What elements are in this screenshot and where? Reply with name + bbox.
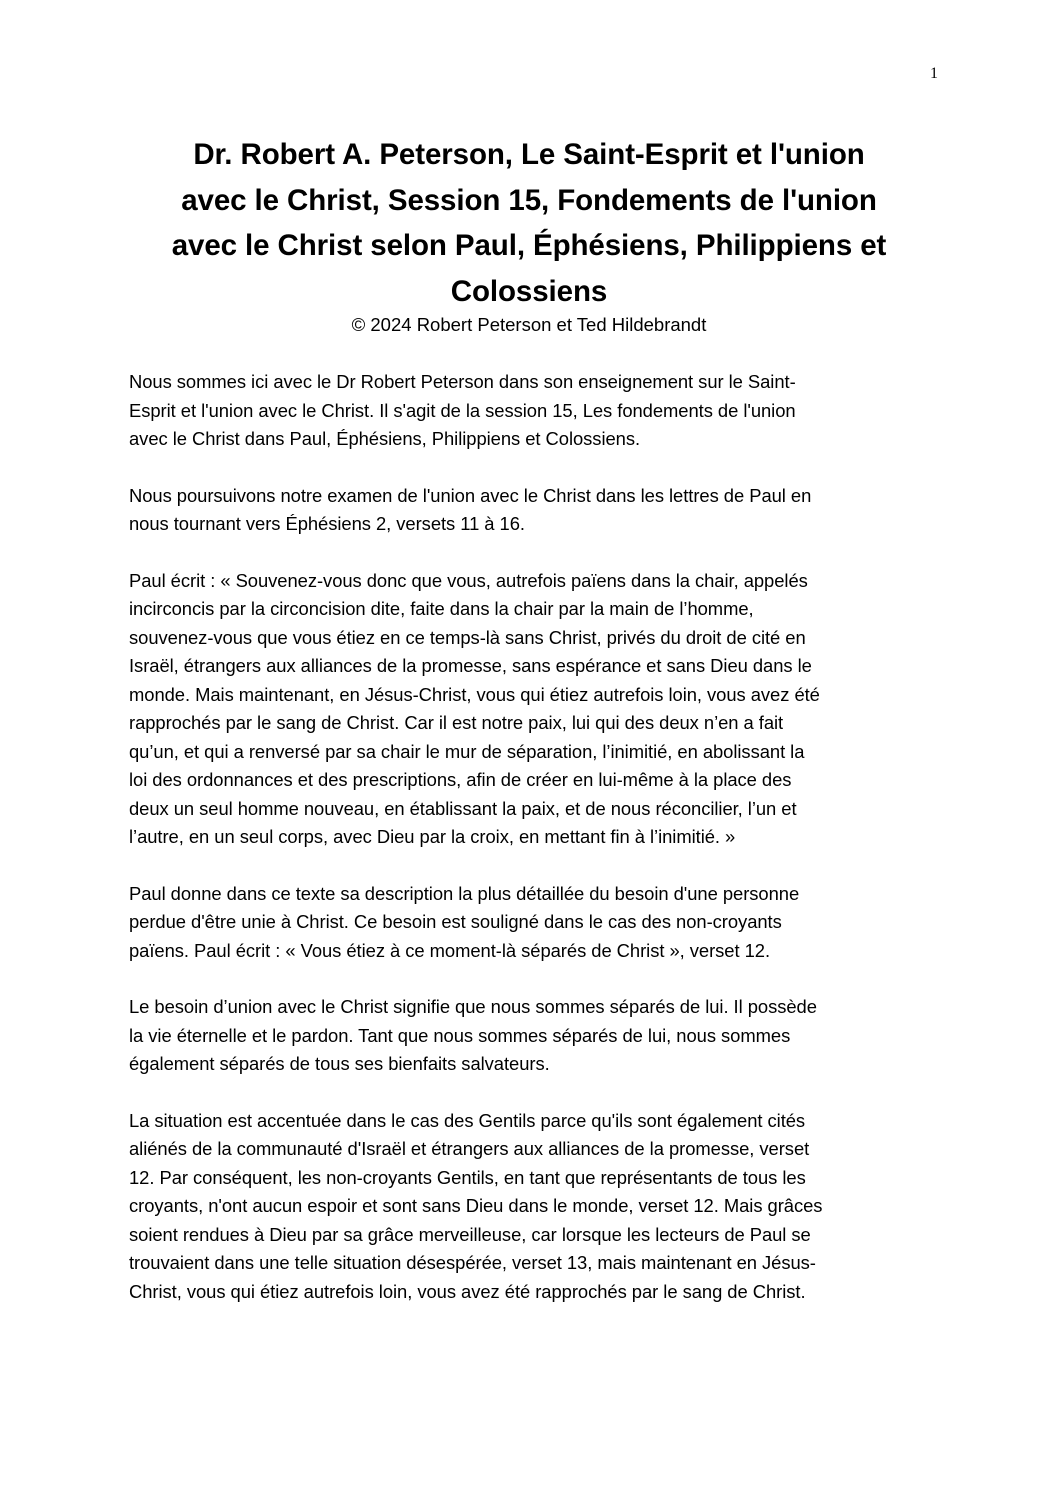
- paragraph-scripture-quote: [129, 567, 924, 852]
- paragraph-continuation: [129, 482, 924, 539]
- text-line: incirconcis par la circoncision dite, faite dans la chair par la main de l’homme,: [129, 598, 754, 619]
- paragraph-need-description: [129, 880, 924, 966]
- text-line: loi des ordonnances et des prescriptions, afin de créer en lui-même à la place des: [129, 769, 792, 790]
- paragraph-gentiles: [129, 1107, 924, 1307]
- title-line: avec le Christ selon Paul, Éphésiens, Philippiens et: [171, 229, 887, 262]
- text-line: la vie éternelle et le pardon. Tant que nous sommes séparés de lui, nous sommes: [129, 1024, 791, 1046]
- text-line: Paul écrit : « Souvenez-vous donc que vous, autrefois païens dans la chair, appelés: [129, 569, 808, 591]
- text-line: deux un seul homme nouveau, en établissant la paix, et de nous réconcilier, l’un et: [129, 797, 797, 819]
- text-line: Esprit et l'union avec le Christ. Il s'agit de la session 15, Les fondements de l'union: [129, 399, 796, 421]
- copyright-notice: © 2024 Robert Peterson et Ted Hildebrandt: [351, 314, 707, 335]
- title-line: avec le Christ, Session 15, Fondements de l'union: [181, 183, 877, 217]
- text-line: nous tournant vers Éphésiens 2, versets 11 à 16.: [129, 513, 525, 534]
- text-line: trouvaient dans une telle situation désespérée, verset 13, mais maintenant en Jésus-: [129, 1252, 816, 1273]
- text-line: aliénés de la communauté d'Israël et étrangers aux alliances de la promesse, verset: [129, 1138, 810, 1159]
- text-line: perdue d'être unie à Christ. Ce besoin est souligné dans le cas des non-croyants: [129, 911, 782, 932]
- text-line: Nous sommes ici avec le Dr Robert Peterson dans son enseignement sur le Saint-: [129, 371, 796, 392]
- text-line: 12. Par conséquent, les non-croyants Gentils, en tant que représentants de tous les: [129, 1166, 806, 1188]
- title-line: Dr. Robert A. Peterson, Le Saint-Esprit et l'union: [193, 138, 865, 171]
- text-line: Nous poursuivons notre examen de l'union avec le Christ dans les lettres de Paul en: [129, 484, 812, 506]
- paragraph-separation: [129, 993, 924, 1079]
- paragraph-introduction: [129, 368, 924, 454]
- text-line: avec le Christ dans Paul, Éphésiens, Philippiens et Colossiens.: [129, 428, 641, 449]
- title-line: Colossiens: [450, 274, 608, 308]
- text-line: Le besoin d’union avec le Christ signifie que nous sommes séparés de lui. Il possède: [129, 996, 817, 1017]
- page-number: 1: [930, 65, 938, 82]
- text-line: l’autre, en un seul corps, avec Dieu par la croix, en mettant fin à l’inimitié. »: [129, 826, 736, 847]
- text-line: croyants, n'ont aucun espoir et sont sans Dieu dans le monde, verset 12. Mais grâces: [129, 1195, 823, 1216]
- text-line: soient rendues à Dieu par sa grâce merveilleuse, car lorsque les lecteurs de Paul se: [129, 1223, 811, 1245]
- text-line: La situation est accentuée dans le cas des Gentils parce qu'ils sont également cités: [129, 1109, 806, 1131]
- text-line: souvenez-vous que vous étiez en ce temps-là sans Christ, privés du droit de cité en: [129, 626, 806, 648]
- document-title: [122, 132, 936, 314]
- text-line: Israël, étrangers aux alliances de la promesse, sans espérance et sans Dieu dans le: [129, 655, 812, 676]
- document-body: [129, 368, 924, 1334]
- text-line: païens. Paul écrit : « Vous étiez à ce moment-là séparés de Christ », verset 12.: [129, 939, 771, 961]
- text-line: Christ, vous qui étiez autrefois loin, vous avez été rapprochés par le sang de Christ.: [129, 1280, 806, 1302]
- text-line: rapprochés par le sang de Christ. Car il est notre paix, lui qui des deux n’en a fait: [129, 712, 784, 733]
- text-line: qu’un, et qui a renversé par sa chair le mur de séparation, l’inimitié, en abolissant la: [129, 740, 805, 762]
- text-line: monde. Mais maintenant, en Jésus-Christ, vous qui étiez autrefois loin, vous avez été: [129, 683, 820, 705]
- text-line: Paul donne dans ce texte sa description la plus détaillée du besoin d'une personne: [129, 882, 800, 904]
- text-line: également séparés de tous ses bienfaits salvateurs.: [129, 1053, 550, 1074]
